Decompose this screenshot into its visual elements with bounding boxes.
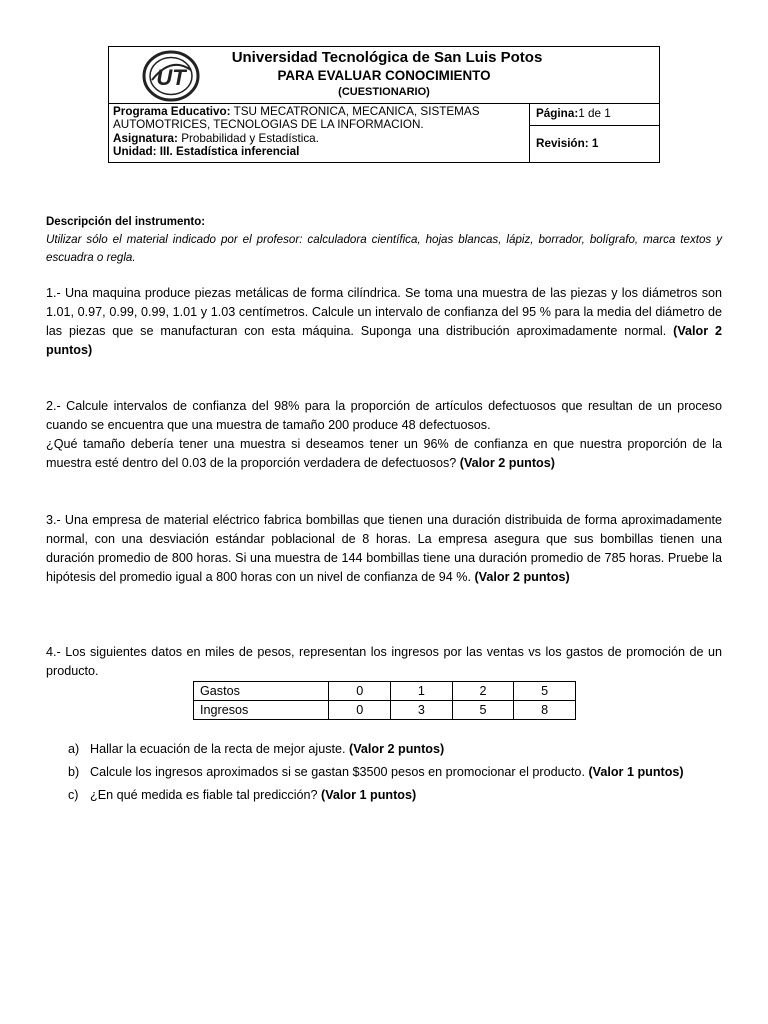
header-title-area (109, 47, 659, 103)
university-name: Universidad Tecnológica de San Luis Potos (231, 49, 543, 66)
table-cell: 5 (514, 682, 576, 701)
subject-line (113, 132, 525, 145)
revision-cell: Revisión: 1 (536, 137, 599, 150)
item-text: ¿En qué medida es fiable tal predicción? (90, 788, 318, 802)
program-label: Programa Educativo: (113, 105, 231, 118)
question-3 (46, 511, 722, 587)
item-marker: c) (68, 788, 79, 802)
question-1-value: (Valor 2 puntos) (46, 324, 723, 357)
table-row-label: Ingresos (194, 701, 329, 720)
data-table (193, 681, 576, 720)
description-body: Utilizar sólo el material indicado por el profesor: calculadora científica, hojas blancas, lápiz, borrador, bolígrafo, marca textos y escuadra o regla. (46, 233, 722, 264)
list-item (68, 763, 722, 782)
question-1-text: 1.- Una maquina produce piezas metálicas de forma cilíndrica. Se toma una muestra de las piezas y los diámetros son 1.01, 0.97, 0.99, 0.99, 1.01 y 1.03 centímetros. Calcule un intervalo de confianza del 95 % para la media del diámetro de las piezas que se manufacturan con esta máquina. Suponga una distribución aproximadamente normal. (46, 286, 722, 338)
list-item (68, 786, 722, 805)
table-row (194, 701, 576, 720)
item-value: (Valor 2 puntos) (349, 742, 445, 756)
question-2-line-2 (46, 435, 722, 473)
question-4-text: 4.- Los siguientes datos en miles de pesos, representan los ingresos por las ventas vs los gastos de promoción de un producto. (46, 645, 722, 678)
question-3-text: 3.- Una empresa de material eléctrico fabrica bombillas que tienen una duración distribuida de forma aproximadamente normal, con una desviación estándar poblacional de 8 horas. La empresa asegura que sus bombillas tienen una duración promedio de 800 horas. Si una muestra de 144 bombillas tiene una duración promedio de 785 horas. Pruebe la hipótesis del promedio igual a 800 horas con un nivel de confianza de 94 %. (46, 513, 722, 584)
list-item (68, 740, 722, 759)
program-line (113, 105, 525, 132)
question-3-value: (Valor 2 puntos) (474, 570, 570, 584)
unit-line (113, 145, 525, 158)
subject-label: Asignatura: (113, 131, 178, 145)
item-text: Hallar la ecuación de la recta de mejor ajuste. (90, 742, 346, 756)
question-2 (46, 397, 722, 473)
page-label: Página: (536, 107, 579, 120)
table-cell: 5 (452, 701, 514, 720)
question-2-value: (Valor 2 puntos) (459, 456, 555, 470)
item-text: Calcule los ingresos aproximados si se gastan $3500 pesos en promocionar el producto. (90, 765, 585, 779)
table-row (194, 682, 576, 701)
document-type: (CUESTIONARIO) (338, 86, 430, 98)
item-value: (Valor 1 puntos) (588, 765, 684, 779)
question-2-text-2: ¿Qué tamaño debería tener una muestra si deseamos tener un 96% de confianza en que nuestra proporción de la muestra esté dentro del 0.03 de la proporción verdadera de defectuosos? (46, 437, 722, 470)
document-header (108, 46, 660, 163)
table-cell: 0 (329, 701, 391, 720)
page-value: 1 de 1 (578, 107, 611, 120)
question-4 (46, 643, 722, 681)
subject-value: Probabilidad y Estadística. (181, 131, 319, 145)
question-1 (46, 284, 722, 360)
table-cell: 3 (391, 701, 453, 720)
item-marker: b) (68, 765, 80, 779)
document-subtitle: PARA EVALUAR CONOCIMIENTO (277, 68, 491, 83)
description-title: Descripción del instrumento: (46, 216, 206, 228)
question-2-text-1: 2.- Calcule intervalos de confianza del 98% para la proporción de artículos defectuosos que resultan de un proceso cuando se encuentra que una muestra de tamaño 200 produce 48 defectuosos. (46, 399, 722, 432)
program-info-cell (109, 103, 530, 162)
question-4-items (68, 740, 722, 809)
table-cell: 2 (452, 682, 514, 701)
table-cell: 1 (391, 682, 453, 701)
table-cell: 8 (514, 701, 576, 720)
item-marker: a) (68, 742, 80, 756)
program-value: TSU MECATRONICA, MECANICA, SISTEMAS AUTOMOTRICES, TECNOLOGIAS DE LA INFORMACION. (113, 105, 480, 132)
page-info-cell (530, 103, 659, 162)
logo-lettering: UT (156, 65, 186, 90)
table-row-label: Gastos (194, 682, 329, 701)
unit-text: Unidad: III. Estadística inferencial (113, 145, 300, 159)
table-cell: 0 (329, 682, 391, 701)
item-value: (Valor 1 puntos) (321, 788, 417, 802)
page-number-cell (530, 104, 659, 126)
